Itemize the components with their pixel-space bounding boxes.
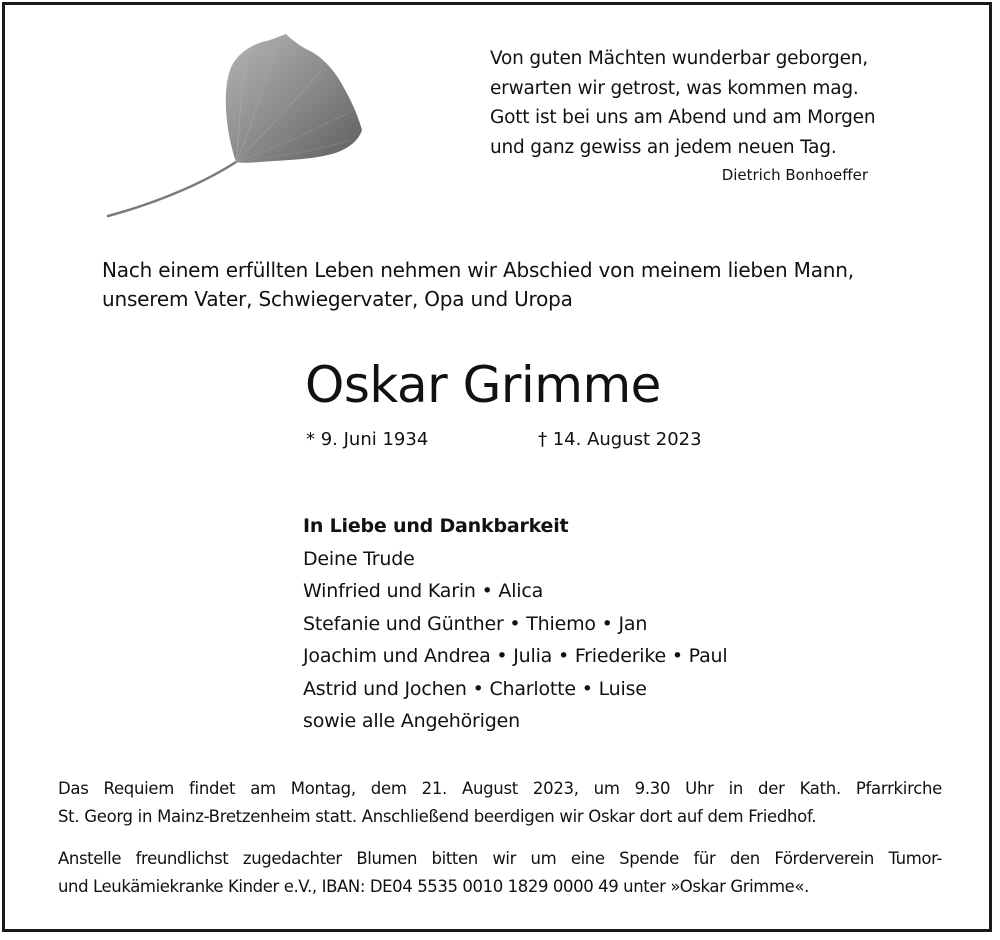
donation-notice [58, 845, 942, 901]
quote-line: Gott ist bei uns am Abend und am Morgen [490, 107, 876, 128]
requiem-line: Das Requiem findet am Montag, dem 21. August 2023, um 9.30 Uhr in der Kath. Pfarrkirche [58, 779, 942, 798]
quote-line: und ganz gewiss an jedem neuen Tag. [490, 136, 837, 158]
mourner-line: Stefanie und Günther • Thiemo • Jan [303, 612, 648, 635]
donation-line: Anstelle freundlichst zugedachter Blumen bitten wir um eine Spende für den Förderverein Tumor- [58, 849, 942, 868]
requiem-line: St. Georg in Mainz-Bretzenheim statt. Anschließend beerdigen wir Oskar dort auf dem Friedhof. [58, 807, 817, 826]
bonhoeffer-quote [490, 44, 910, 162]
mourner-line: Winfried und Karin • Alica [303, 580, 544, 602]
mourners-list [303, 543, 727, 738]
quote-line: Von guten Mächten wunderbar geborgen, [490, 48, 868, 69]
mourner-line: Joachim und Andrea • Julia • Friederike • Paul [303, 645, 728, 667]
mourner-line: sowie alle Angehörigen [303, 710, 520, 732]
farewell-intro [102, 256, 854, 314]
quote-author: Dietrich Bonhoeffer [721, 166, 868, 184]
deceased-name: Oskar Grimme [305, 356, 661, 414]
ginkgo-leaf-icon [100, 32, 370, 228]
death-date: † 14. August 2023 [538, 429, 702, 450]
intro-line: Nach einem erfüllten Leben nehmen wir Abschied von meinem lieben Mann, [102, 258, 854, 282]
mourners-block [303, 510, 727, 738]
requiem-notice [58, 775, 942, 831]
quote-line: erwarten wir getrost, was kommen mag. [490, 77, 859, 99]
birth-date: * 9. Juni 1934 [306, 429, 429, 450]
mourners-heading: In Liebe und Dankbarkeit [303, 515, 569, 537]
donation-line: und Leukämiekranke Kinder e.V., IBAN: DE04 5535 0010 1829 0000 49 unter »Oskar Grimme«. [58, 877, 809, 896]
mourner-line: Astrid und Jochen • Charlotte • Luise [303, 677, 647, 700]
mourner-line: Deine Trude [303, 547, 415, 570]
intro-line: unserem Vater, Schwiegervater, Opa und Uropa [102, 287, 573, 311]
